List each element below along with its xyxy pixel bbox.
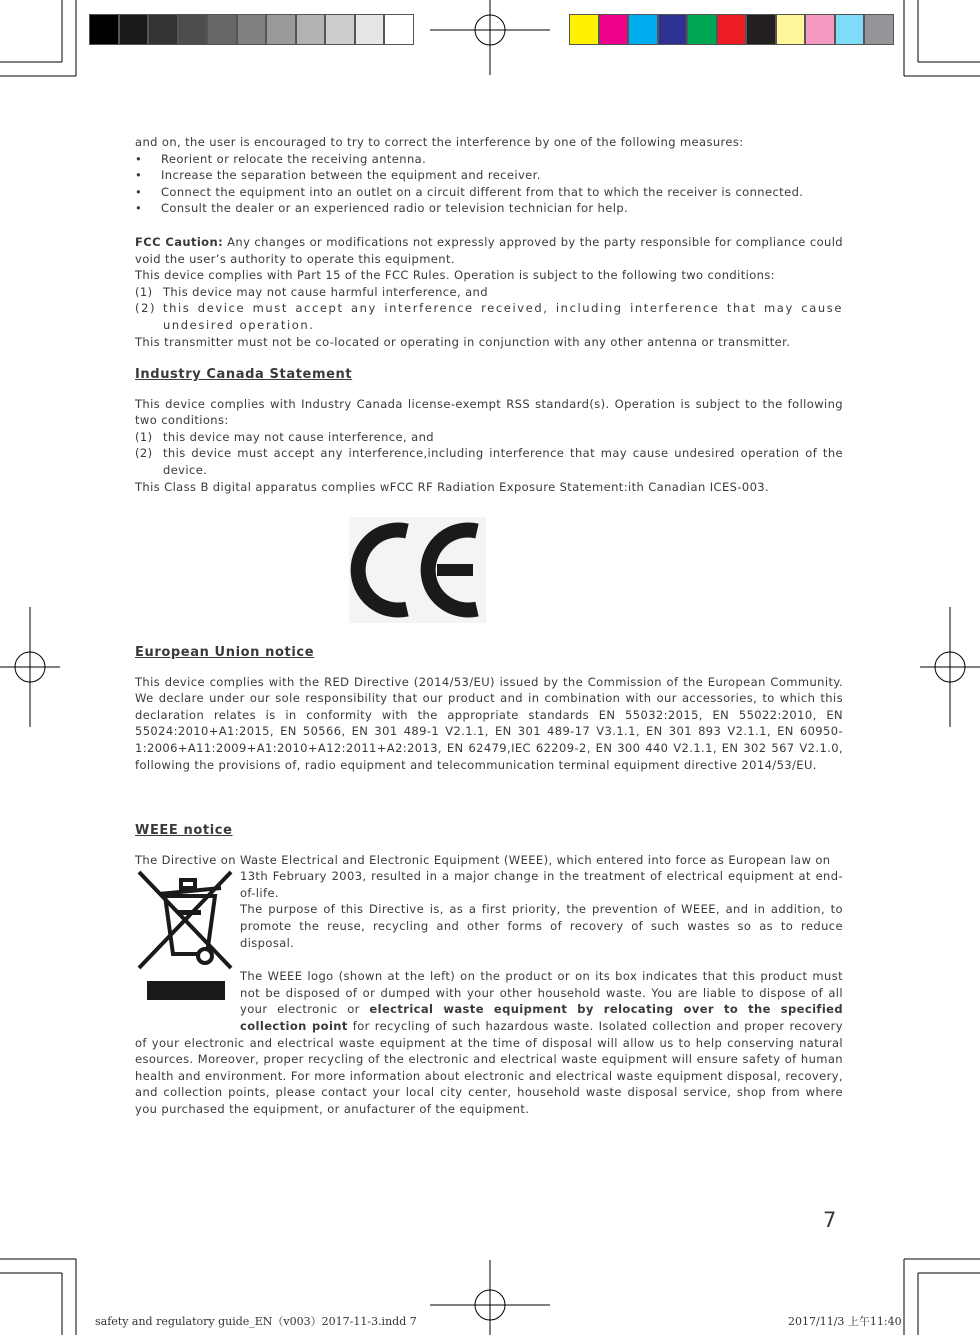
fcc-colocation: This transmitter must not be co-located or operating in conjunction with any other antenna or transmitter. (135, 334, 791, 349)
fcc-part15: This device complies with Part 15 of the FCC Rules. Operation is subject to the following two conditions: (135, 268, 775, 283)
weee-heading: WEEE notice (135, 823, 233, 838)
fcc-caution-text: Any changes or modifications not expressly approved by the party responsible for compliance could void the user’s authority to operate this equipment. (135, 234, 843, 266)
color-swatch (384, 14, 414, 45)
process-color-bar (569, 14, 894, 45)
color-swatch (569, 14, 599, 45)
condition-number: (1) (135, 284, 153, 299)
condition-text: this device must accept any interference,including interference that may cause undesired operation of the device. (163, 446, 843, 477)
footer-timestamp: 2017/11/3 上午11:40 (788, 1315, 902, 1328)
weee-p3-bold: electrical waste equipment by relocating over to the specified collection point (240, 1002, 844, 1033)
eu-heading: European Union notice (135, 645, 315, 660)
color-swatch (687, 14, 717, 45)
color-swatch (805, 14, 835, 45)
canada-classb: This Class B digital apparatus complies wFCC RF Radiation Exposure Statement:ith Canadian ICES-003. (135, 479, 770, 494)
color-swatch (148, 14, 178, 45)
color-swatch (178, 14, 208, 45)
color-swatch (658, 14, 688, 45)
weee-p3-text: The WEEE logo (shown at the left) on the product or on its box indicates that this product must not be disposed of or dumped with your other household waste. You are liable to dispose of all your electronic or (240, 969, 843, 1017)
color-swatch (864, 14, 894, 45)
ce-mark-icon (349, 517, 486, 623)
canada-heading: Industry Canada Statement (135, 367, 353, 382)
page-number: 7 (823, 1208, 837, 1232)
weee-body (135, 852, 843, 1118)
measure-item: • Connect the equipment into an outlet on a circuit different from that to which the receiver is connected. (135, 184, 843, 201)
color-swatch (599, 14, 629, 45)
weee-p3 (135, 968, 843, 1117)
canada-section (135, 367, 843, 495)
color-swatch (835, 14, 865, 45)
condition-number: (1) (135, 429, 153, 444)
color-swatch (717, 14, 747, 45)
condition-text: this device may not cause interference, and (163, 429, 434, 444)
fcc-condition-2 (135, 300, 843, 333)
fcc-condition-1 (135, 284, 843, 301)
color-swatch (266, 14, 296, 45)
weee-p1-first: The Directive on Waste Electrical and Electronic Equipment (WEEE), which entered into force as European law on (135, 852, 831, 867)
condition-number: (2) (135, 446, 153, 461)
grayscale-color-bar (89, 14, 414, 45)
condition-number: (2) (135, 301, 157, 316)
color-swatch (89, 14, 119, 45)
weee-p2: The purpose of this Directive is, as a first priority, the prevention of WEEE, and in addition, to promote the reuse, recycling and other forms of recovery of such wastes so as to reduce disposal. (240, 902, 843, 950)
fcc-caution (135, 234, 843, 267)
footer-file-info: safety and regulatory guide_EN（v003）2017-11-3.indd 7 (95, 1315, 417, 1328)
eu-section (135, 645, 843, 773)
color-swatch (119, 14, 149, 45)
fcc-caution-label: FCC Caution: (135, 234, 224, 249)
ce-logo (349, 517, 486, 623)
color-swatch (628, 14, 658, 45)
color-swatch (325, 14, 355, 45)
color-swatch (237, 14, 267, 45)
weee-crossed-bin-icon (135, 868, 239, 1002)
measure-item: • Reorient or relocate the receiving antenna. (135, 151, 843, 168)
weee-p3-tail: for recycling of such hazardous waste. Isolated collection and proper recovery of your electronic and electrical waste equipment at the time of disposal will allow us to help conserving natural esources. Moreover, proper recycling of the electronic and electrical waste equipment will ensure safety of human health and environment. For more information about electronic and electrical waste equipment disposal, recovery, and collection points, please contact your local city center, household waste disposal service, shop from where you purchased the equipment, or anufacturer of the equipment. (135, 1018, 843, 1116)
canada-intro: This device complies with Industry Canada license-exempt RSS standard(s). Operation is subject to the following two conditions: (135, 396, 843, 428)
eu-body: This device complies with the RED Directive (2014/53/EU) issued by the Commission of the European Community. We declare under our sole responsibility that our product and in combination with our accessories, to which this declaration relates is in conformity with the appropriate standards EN 55032:2015, EN 55022:2010, EN 55024:2010+A1:2015, EN 50566, EN 301 489-1 V2.1.1, EN 301 489-17 V3.1.1, EN 301 893 V2.1.1, EN 60950-1:2006+A11:2009+A1:2010+A12:2011+A2:2013, EN 62479,IEC 62209-2, EN 300 440 V2.1.1, EN 302 567 V2.1.0, following the provisions of, radio equipment and telecommunication terminal equipment directive 2014/53/EU. (135, 674, 843, 772)
canada-condition-1 (135, 429, 843, 446)
condition-text: this device must accept any interference received, including interference that may cause undesired operation. (163, 301, 843, 332)
canada-condition-2 (135, 445, 843, 478)
fcc-section (135, 134, 843, 350)
weee-p1-rest: 13th February 2003, resulted in a major change in the treatment of electrical equipment at end-of-life. (240, 869, 843, 900)
color-swatch (746, 14, 776, 45)
color-swatch (296, 14, 326, 45)
intro-lead: and on, the user is encouraged to try to correct the interference by one of the following measures: (135, 135, 744, 149)
color-swatch (355, 14, 385, 45)
color-swatch (776, 14, 806, 45)
measure-item: • Consult the dealer or an experienced radio or television technician for help. (135, 200, 843, 217)
measure-item: • Increase the separation between the equipment and receiver. (135, 167, 843, 184)
color-swatch (207, 14, 237, 45)
weee-section (135, 823, 843, 1118)
condition-text: This device may not cause harmful interference, and (163, 284, 488, 299)
